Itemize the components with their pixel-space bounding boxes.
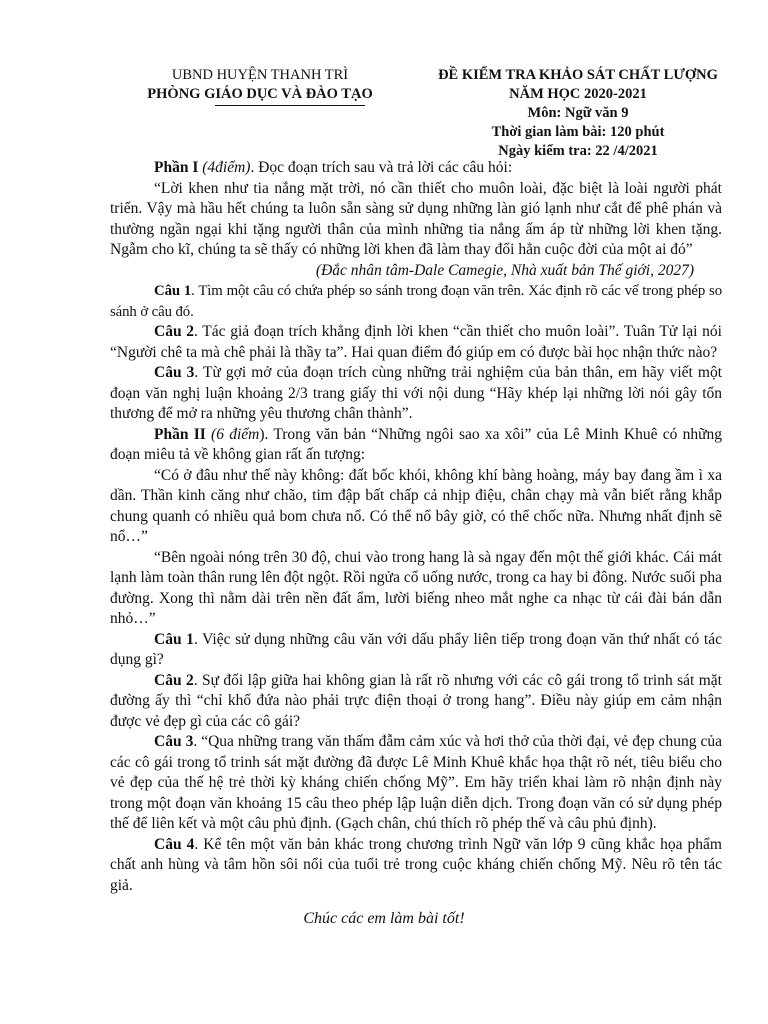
part2-title: Phần II xyxy=(154,425,206,443)
part2-question-1 xyxy=(110,630,722,671)
part2-quote-2: “Bên ngoài nóng trên 30 độ, chui vào trong hang là sà ngay đến một thế giới khác. Cái mát lạnh làm toàn thân rung lên đột ngột. Rồi ngửa cổ uống nước, trong ca hay bi đông. Nước suối pha đường. Xong thì nằm dài trên nền đất ẩm, lười biếng nheo mắt nghe ca nhạc từ cái đài bán dẫn nhỏ…” xyxy=(110,548,722,627)
part2-question-2 xyxy=(110,671,722,733)
part1-q2-text: . Tác giả đoạn trích khẳng định lời khen “cần thiết cho muôn loài”. Tuân Tử lại nói “Người chê ta mà chê phải là thầy ta”. Hai quan điểm đó giúp em có được bài học nhận thức nào? xyxy=(110,323,722,361)
part1-q3-label: Câu 3 xyxy=(154,364,195,381)
part2-q2-text: . Sự đối lập giữa hai không gian là rất rõ nhưng với các cô gái trong tổ trinh sát mặt đường ấy thì “chỉ khổ đứa nào phải trực điện thoại ở trong hang”. Điều này giúp em cảm nhận được vẻ đẹp gì của các cô gái? xyxy=(110,671,722,730)
part1-quote: “Lời khen như tia nắng mặt trời, nó cần thiết cho muôn loài, đặc biệt là loài người phát triển. Vậy mà hầu hết chúng ta luôn sẵn sàng sử dụng những làn gió lạnh như cắt để phê phán và thường ngần ngại khi tặng người thân của mình những tia nắng ấm áp từ những lời khen tặng. Ngẫm cho kĩ, chúng ta sẽ thấy có những lời khen đã làm thay đổi hẳn cuộc đời của một ai đó” xyxy=(110,179,722,258)
part2-question-3 xyxy=(110,732,722,835)
part2-q1-text: . Việc sử dụng những câu văn với dấu phẩy liên tiếp trong đoạn văn thứ nhất có tác dụng gì? xyxy=(110,630,722,668)
part2-q4-label: Câu 4 xyxy=(154,835,195,853)
part2-intro: ). Trong văn bản “Những ngôi sao xa xôi” của Lê Minh Khuê có những đoạn miêu tả về không gian rất ấn tượng: xyxy=(110,425,722,463)
part2-q3-text: . “Qua những trang văn thấm đẫm cảm xúc và hơi thở của thời đại, vẻ đẹp chung của các cô gái trong tổ trinh sát mặt đường đã được Lê Minh Khuê khắc họa thật rõ nét, tiêu biểu cho vẻ đẹp của thế hệ trẻ thời kỳ kháng chiến chống Mỹ”. Em hãy triển khai làm rõ nhận định này trong một đoạn văn khoảng 15 câu theo phép lập luận diễn dịch. Trong đoạn văn có sử dụng phép thế để liên kết và một câu phủ định. (Gạch chân, chú thích rõ phép thế và câu phủ định). xyxy=(110,733,722,832)
part1-instruction: . Đọc đoạn trích sau và trả lời các câu hỏi: xyxy=(250,159,513,176)
part1-q1-text: . Tìm một câu có chứa phép so sánh trong đoạn văn trên. Xác định rõ các vế trong phép so sánh ở câu đó. xyxy=(110,283,722,320)
part1-heading xyxy=(110,158,722,179)
part1-q3-text: . Từ gợi mở của đoạn trích cùng những trải nghiệm của bản thân, em hãy viết một đoạn văn nghị luận khoảng 2/3 trang giấy thi với nội dung “Hãy khép lại những lời nói gây tổn thương để mở ra những yêu thương chân thành”. xyxy=(110,364,722,422)
part2-q4-text: . Kể tên một văn bản khác trong chương trình Ngữ văn lớp 9 cũng khắc họa phẩm chất anh hùng và tâm hồn sôi nổi của tuổi trẻ trong cuộc kháng chiến chống Mỹ. Nêu rõ tên tác giả. xyxy=(110,835,722,894)
header-underline xyxy=(215,105,365,106)
part1-q1-label: Câu 1 xyxy=(154,283,192,299)
issuer-block xyxy=(110,66,410,106)
exam-title: ĐỀ KIỂM TRA KHẢO SÁT CHẤT LƯỢNG xyxy=(438,67,718,83)
part2-heading xyxy=(110,425,722,466)
part2-points: (6 điểm xyxy=(205,425,260,443)
part1-question-2 xyxy=(110,322,722,363)
part2-q1-label: Câu 1 xyxy=(154,630,194,648)
department-name: PHÒNG GIÁO DỤC VÀ ĐÀO TẠO xyxy=(147,86,373,102)
district-name: UBND HUYỆN THANH TRÌ xyxy=(171,67,349,83)
closing-wish: Chúc các em làm bài tốt! xyxy=(303,910,465,927)
part2-q2-label: Câu 2 xyxy=(154,671,194,689)
part2-quote-1: “Có ở đâu như thế này không: đất bốc khói, không khí bàng hoàng, máy bay đang ầm ì xa dần. Thần kinh căng như chão, tim đập bất chấp cả nhịp điệu, chân chạy mà vẫn biết rằng khắp chung quanh có nhiều quả bom chưa nổ. Có thể nổ bây giờ, có thể chốc nữa. Nhưng nhất định sẽ nổ…” xyxy=(110,466,722,545)
school-year: NĂM HỌC 2020-2021 xyxy=(509,86,647,102)
exam-info-block xyxy=(408,66,748,161)
subject: Môn: Ngữ văn 9 xyxy=(527,105,629,121)
part1-points: (4điểm) xyxy=(198,159,251,176)
duration: Thời gian làm bài: 120 phút xyxy=(491,124,665,140)
exam-date: Ngày kiểm tra: 22 /4/2021 xyxy=(498,143,658,159)
part1-q2-label: Câu 2 xyxy=(154,323,195,340)
exam-body xyxy=(110,158,722,896)
part1-source: (Đắc nhân tâm-Dale Camegie, Nhà xuất bản Thế giới, 2027) xyxy=(315,261,694,279)
part1-title: Phần I xyxy=(154,159,199,176)
part1-question-3 xyxy=(110,363,722,425)
part2-q3-label: Câu 3 xyxy=(154,733,194,750)
part2-question-4 xyxy=(110,835,722,897)
part1-question-1 xyxy=(110,281,722,322)
